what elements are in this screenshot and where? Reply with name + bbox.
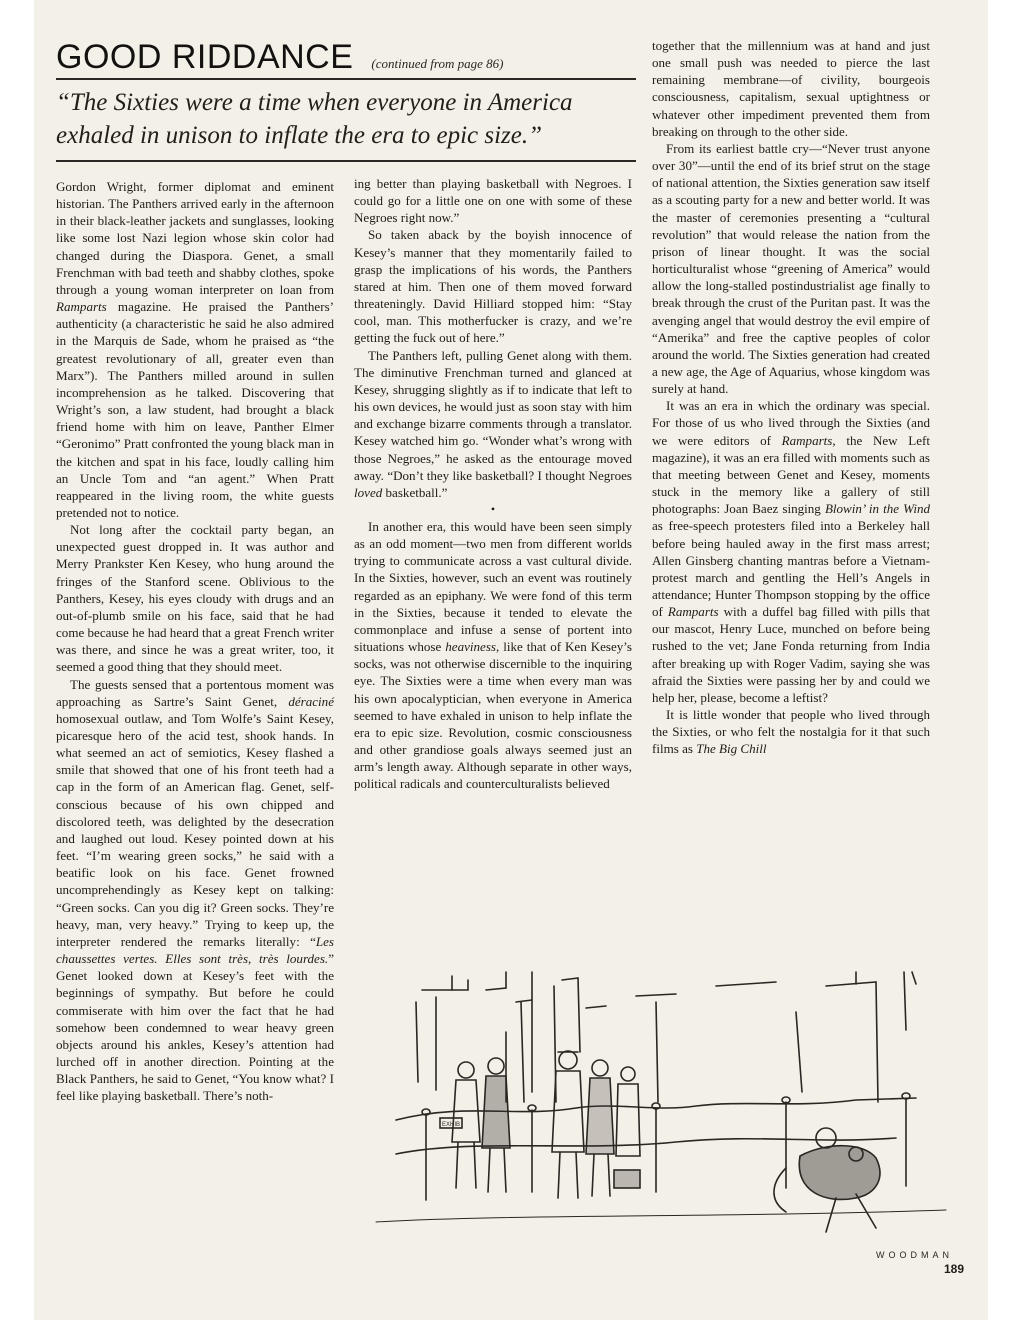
text-column-3 [652,37,930,758]
paragraph: It was an era in which the ordinary was special. For those of us who lived through the Sixties (and we were editors of Ramparts, the New Left magazine), it was an era filled with moments such as that meeting between Genet and Kesey, moments stuck in the memory like a gallery of still photographs: Joan Baez singing Blowin’ in the Wind as free-speech protesters filed into a Berkeley hall before being hauled away in the first mass arrest; Allen Ginsberg chanting mantras before a Vietnam-protest march and gentling the Hell’s Angels in attendance; Hunter Thompson stopping by the office of Ramparts with a duffel bag filled with pills that our mascot, Henry Luce, munched on before being rushed to the vet; Jane Fonda returning from India after breaking up with Roger Vadim, saying she was afraid the Sixties were passing her by and could we help her, please, become a leftist? [652,398,931,705]
paragraph: The Panthers left, pulling Genet along with them. The diminutive Frenchman turned and glanced at Kesey, shrugging slightly as if to indicate that left to his own devices, he would just as soon stay with him and exchange bizarre comments through a translator. Kesey watched him go. “Wonder what’s wrong with those Negroes,” he asked as the entourage moved away. “Don’t they like basketball? I thought Negroes loved basketball.” [354,347,632,500]
paragraph: It is little wonder that people who lived through the Sixties, or who felt the nostalgia for it that such films as The Big Chill [652,707,930,757]
page-number: 189 [943,1262,964,1276]
paragraph: From its earliest battle cry—“Never trust anyone over 30”—until the end of its brief strut on the stage of national attention, the Sixties generation saw itself as a scouting party for a new and better world. It was the master of ceremonies presenting a “cultural revolution” that would release the nation from the prison of linear thought. It was the social horticulturalist whose “greening of America” would allow the long-stalled postindustrialist age finally to break through the crust of the Puritan past. It was the avenging angel that would destroy the evil empire of “Amerika” and free the captive peoples of color around the world. The Sixties generation had created a new age, the Age of Aquarius, whose kingdom was surely at hand. [652,140,930,397]
paragraph: ing better than playing basketball with Negroes. I could go for a little one on one with some of these Negroes right now.” [354,176,632,226]
magazine-page [34,0,988,1320]
cartoon-sign-text: EXHIB [442,1122,461,1128]
paragraph: Gordon Wright, former diplomat and eminent historian. The Panthers arrived early in the afternoon in their black-leather jackets and sunglasses, looking like some lost Nazi legion whose skin color had changed during the Diaspora. Genet, a small Frenchman with bad teeth and shabby clothes, spoke through a young woman interpreter on loan from Ramparts magazine. He praised the Panthers’ authenticity (a characteristic he said he also admired in the Marquis de Sade, whom he praised as “the greatest revolutionary of all, greater even than Marx”). The Panthers milled around in sullen incomprehension as he talked. Discovering that Wright’s son, a law student, had brought a black friend home with him on leave, Panther Elmer “Geronimo” Pratt confronted the young black man in the kitchen and spat in his face, loudly calling him an Uncle Tom and “an agent.” When Pratt reappeared in the living room, the white guests pretended not to notice. [56,179,334,520]
paragraph: together that the millennium was at hand and just one small push was needed to pierce the last remaining membrane—of civility, bourgeois consciousness, capitalism, sexual uptightness or whatever other impediment prevented them from breaking on through to the other side. [652,38,930,139]
cartoon-signature: WOODMAN [876,1250,953,1260]
continued-note: (continued from page 86) [371,56,504,71]
text-column-1 [56,178,334,1104]
pull-quote-rule [56,160,636,162]
headline [56,38,636,77]
section-separator: • [490,501,496,516]
text-column-2 [354,175,632,792]
cartoon-illustration [356,942,956,1282]
article-title: GOOD RIDDANCE [56,38,354,76]
pull-quote: “The Sixties were a time when everyone in America exhaled in unison to inflate the era to epic size.” [56,89,573,149]
paragraph: So taken aback by the boyish innocence of Kesey’s manner that they momentarily failed to grasp the implications of his words, the Panthers stared at him. Then one of them moved forward threateningly. David Hilliard stopped him: “Stay cool, man. This motherfucker is crazy, and we’re getting the fuck out of here.” [354,227,632,346]
paragraph: The guests sensed that a portentous moment was approaching as Sartre’s Saint Genet, déraciné homosexual outlaw, and Tom Wolfe’s Saint Kesey, picaresque hero of the acid test, shook hands. In what seemed an act of semiotics, Kesey flashed a smile that showed that one of his front teeth had a cap in the form of an American flag. Genet, self-conscious because of his own chipped and discolored teeth, was delighted by the desecration and laughed out loud. Kesey pointed down at his feet. “I’m wearing green socks,” he said with a beatific look on his face. Genet frowned uncomprehendingly as Kesey kept on talking: “Green socks. Can you dig it? Green socks. They’re heavy, man, very heavy.” Trying to keep up, the interpreter rendered the remarks literally: “Les chaussettes vertes. Elles sont très, très lourdes.” Genet looked down at Kesey’s feet with the beginnings of sympathy. But before he could commiserate with him over the fact that he had somehow been condemned to wear heavy green objects around his ankles, Kesey’s attention had lurched off in another direction. Pointing at the Black Panthers, he said to Genet, “You know what? I feel like playing basketball. There’s noth- [56,676,334,1104]
paragraph: In another era, this would have been seen simply as an odd moment—two men from different worlds trying to communicate across a vast cultural divide. In the Sixties, however, such an event was routinely regarded as an epiphany. We were fond of this term in the Sixties, because it tended to elevate the commonplace and infuse a sense of portent into situations whose heaviness, like that of Ken Kesey’s socks, was not otherwise discernible to the inquiring eye. The Sixties were a time when every man was his own apocalyptician, when everyone in America seemed to have exhaled in unison to help inflate the era to epic size. Revolution, cosmic consciousness and other grandiose goals always seemed just an arm’s length away. Although separate in other ways, political radicals and counterculturalists believed [354,518,632,792]
title-rule [56,78,636,80]
paragraph: Not long after the cocktail party began, an unexpected guest dropped in. It was author and Merry Prankster Ken Kesey, who hung around the fringes of the Stanford scene. Oblivious to the Panthers, Kesey, his eyes cloudy with drugs and an out-of-plumb smile on his face, said that he had come because he had heard that a great French writer was there, and since he was a great writer, too, it seemed a good thing that they should meet. [56,522,334,675]
